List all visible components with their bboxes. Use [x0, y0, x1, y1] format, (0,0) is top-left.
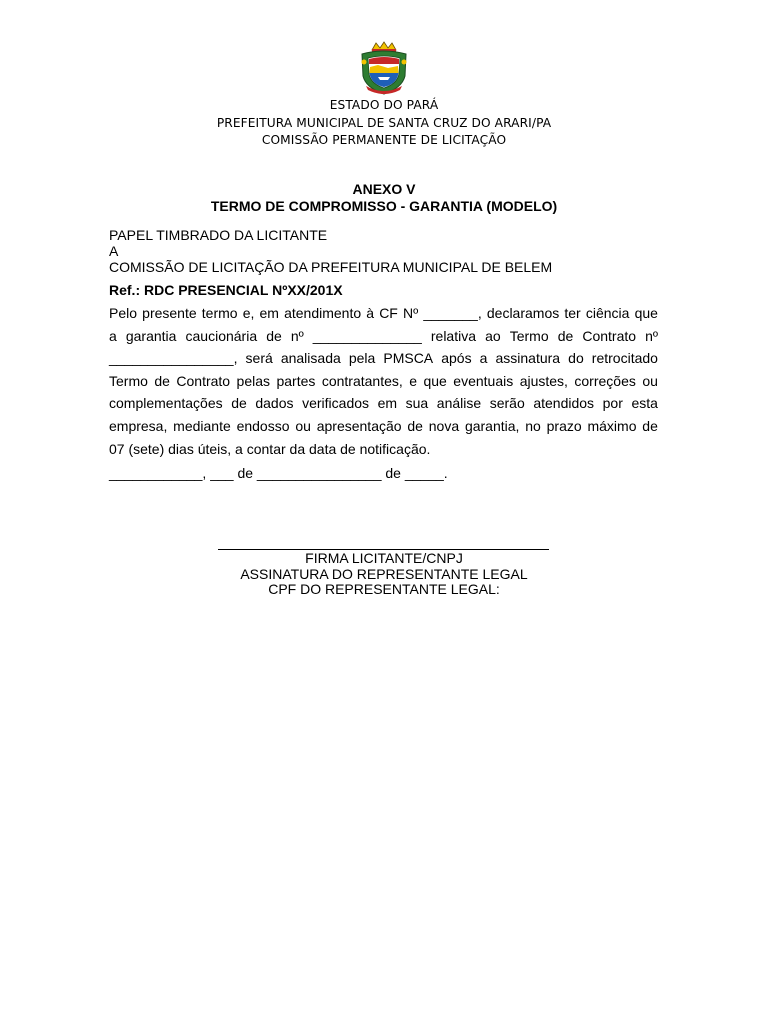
paragraph-word: de [557, 327, 574, 344]
paragraph-word: partes [276, 372, 316, 389]
addressee-prefix: A [109, 243, 119, 259]
paragraph-word: Contrato [582, 327, 637, 344]
paragraph-word: sua [405, 395, 429, 412]
paragraph-word: à [366, 305, 375, 321]
paragraph-word: nº [645, 327, 658, 344]
paragraph-word: ajustes, [519, 372, 568, 389]
paragraph-word: Nº [402, 305, 419, 321]
annex-title: TERMO DE COMPROMISSO - GARANTIA (MODELO) [210, 198, 558, 214]
paragraph-word: atendidos [533, 395, 595, 412]
paragraph-word: análise [436, 395, 482, 412]
paragraph-word: de [266, 327, 282, 344]
paragraph-word: eventuais [453, 372, 514, 389]
paragraph-word: de [231, 395, 247, 412]
paragraph-word: Contrato [176, 372, 231, 389]
paragraph-word: dados [255, 395, 294, 412]
paragraph-word: atendimento [284, 305, 362, 321]
paragraph-word: nº [290, 327, 304, 344]
signature-block [0, 551, 768, 598]
municipal-coat-of-arms-icon [358, 40, 410, 96]
paragraph-line [109, 415, 658, 438]
paragraph-word: PMSCA [383, 350, 434, 367]
paragraph-word: assinatura [495, 350, 561, 367]
paragraph-word: do [568, 350, 584, 367]
addressee-name: COMISSÃO DE LICITAÇÃO DA PREFEITURA MUNICIPAL DE BELEM [109, 259, 553, 275]
header-municipality: PREFEITURA MUNICIPAL DE SANTA CRUZ DO ARARI/PA [216, 115, 552, 130]
paragraph-word: máximo [587, 417, 637, 434]
paragraph-word: ciência [585, 305, 630, 321]
paragraph-word: verificados [302, 395, 370, 412]
paragraph-word: ao [485, 327, 501, 344]
paragraph-word: relativa [430, 327, 477, 344]
paragraph-word: garantia, [464, 417, 520, 434]
paragraph-word: empresa, [109, 417, 168, 434]
paragraph-word: será [245, 350, 273, 367]
paragraph-word: retrocitado [591, 350, 658, 367]
addressee-block [109, 227, 661, 275]
date-line: ____________, ___ de ________________ de _____. [109, 465, 448, 481]
paragraph-word: Pelo [109, 305, 138, 321]
paragraph-word: pela [348, 350, 376, 367]
paragraph-word: ou [295, 417, 311, 434]
paragraph-word: declaramos [486, 305, 560, 321]
paragraph-word: de [154, 372, 170, 389]
paragraph-word: mediante [173, 417, 231, 434]
header-commission: COMISSÃO PERMANENTE DE LICITAÇÃO [261, 133, 507, 147]
paragraph-word: complementações [109, 395, 223, 412]
annex-number: ANEXO V [352, 181, 416, 197]
reference-line: Ref.: RDC PRESENCIAL NºXX/201X [109, 282, 343, 298]
paragraph-word: a [109, 327, 117, 344]
paragraph-word: e, [242, 305, 255, 321]
paragraph-word: pelas [236, 372, 271, 389]
signature-company: FIRMA LICITANTE/CNPJ [305, 550, 463, 566]
paragraph-word: que [634, 305, 658, 321]
paragraph-word: em [377, 395, 398, 412]
paragraph-word: ou [642, 372, 658, 389]
document-title [0, 181, 768, 215]
paragraph-word: no [525, 417, 541, 434]
paragraph-line [109, 347, 658, 370]
paragraph-line [109, 392, 658, 415]
document-header [0, 97, 768, 150]
paragraph-word: serão [489, 395, 525, 412]
paragraph-word: e [409, 372, 418, 389]
body-paragraph [109, 302, 658, 460]
paragraph-word: a [479, 350, 488, 367]
letterhead-note: PAPEL TIMBRADO DA LICITANTE [109, 227, 328, 243]
paragraph-word: CF [379, 305, 398, 321]
paragraph-word: nova [428, 417, 460, 434]
paragraph-word: Termo [109, 372, 148, 389]
paragraph-line: 07 (sete) dias úteis, a contar da data de notificação. [109, 440, 431, 457]
paragraph-word: esta [631, 395, 658, 412]
paragraph-word: garantia [125, 327, 177, 344]
paragraph-word: apresentação [316, 417, 402, 434]
paragraph-word: endosso [236, 417, 290, 434]
header-state: ESTADO DO PARÁ [329, 98, 439, 112]
paragraph-word: ______________ [312, 327, 422, 344]
paragraph-line [109, 370, 658, 393]
paragraph-line [109, 325, 658, 348]
paragraph-word: em [259, 305, 279, 321]
paragraph-word: após [441, 350, 472, 367]
paragraph-word: analisada [280, 350, 341, 367]
paragraph-word: prazo [546, 417, 582, 434]
paragraph-word: termo [201, 305, 238, 321]
paragraph-word: Termo [509, 327, 549, 344]
paragraph-word: que [423, 372, 447, 389]
paragraph-word: contratantes, [321, 372, 403, 389]
paragraph-word: de [642, 417, 658, 434]
signature-representative: ASSINATURA DO REPRESENTANTE LEGAL [240, 565, 528, 582]
paragraph-word: ________________, [109, 350, 238, 367]
signature-cpf: CPF DO REPRESENTANTE LEGAL: [268, 581, 500, 597]
paragraph-line [109, 302, 658, 325]
paragraph-word: correções [574, 372, 636, 389]
paragraph-word: presente [142, 305, 197, 321]
paragraph-word: _______, [423, 305, 482, 321]
paragraph-word: ter [564, 305, 581, 321]
paragraph-word: caucionária [185, 327, 258, 344]
paragraph-word: de [407, 417, 423, 434]
paragraph-word: por [602, 395, 623, 412]
